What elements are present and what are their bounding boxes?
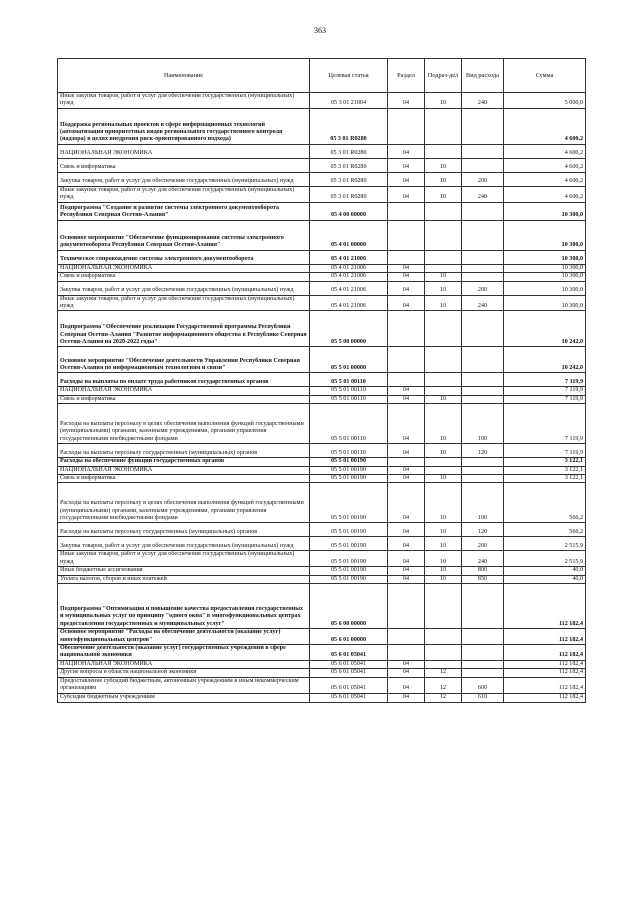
cell-target-article: 05 5 01 00110	[310, 395, 388, 403]
cell-subsection	[425, 373, 462, 387]
cell-name: Связь и информатика	[58, 395, 310, 403]
cell-name: Техническое сопровождение системы электронного документооборота	[58, 250, 310, 264]
header-expense-type: Вид расхода	[462, 59, 504, 93]
cell-section: 04	[388, 483, 425, 523]
cell-expense-type	[462, 347, 504, 373]
cell-target-article: 05 5 01 00190	[310, 551, 388, 567]
cell-sum: 7 119,9	[504, 444, 586, 458]
cell-name: Связь и информатика	[58, 158, 310, 172]
cell-name: Закупка товаров, работ и услуг для обеспечения государственных (муниципальных) нужд	[58, 172, 310, 186]
cell-name: НАЦИОНАЛЬНАЯ ЭКОНОМИКА	[58, 264, 310, 272]
cell-section: 04	[388, 395, 425, 403]
cell-expense-type: 100	[462, 404, 504, 444]
cell-subsection: 12	[425, 677, 462, 693]
cell-section	[388, 584, 425, 629]
cell-sum: 10 242,0	[504, 311, 586, 347]
table-row	[58, 202, 586, 220]
cell-section: 04	[388, 144, 425, 158]
cell-sum: 4 600,2	[504, 144, 586, 158]
cell-target-article: 05 3 01 R0280	[310, 172, 388, 186]
cell-subsection: 10	[425, 158, 462, 172]
cell-name: НАЦИОНАЛЬНАЯ ЭКОНОМИКА	[58, 466, 310, 474]
cell-expense-type	[462, 373, 504, 387]
cell-sum: 112 182,4	[504, 645, 586, 661]
cell-section: 04	[388, 677, 425, 693]
cell-expense-type: 240	[462, 186, 504, 202]
cell-subsection: 10	[425, 295, 462, 311]
cell-sum: 4 600,2	[504, 186, 586, 202]
cell-subsection: 12	[425, 693, 462, 702]
table-row	[58, 444, 586, 458]
cell-target-article: 05 5 01 00190	[310, 475, 388, 483]
cell-subsection	[425, 458, 462, 466]
header-target-article: Целевая статья	[310, 59, 388, 93]
cell-target-article: 05 4 01 21006	[310, 281, 388, 295]
cell-expense-type	[462, 273, 504, 281]
cell-subsection	[425, 584, 462, 629]
table-row	[58, 645, 586, 661]
cell-sum: 5 000,0	[504, 93, 586, 109]
cell-section: 04	[388, 281, 425, 295]
cell-sum: 112 182,4	[504, 669, 586, 677]
cell-expense-type: 200	[462, 537, 504, 551]
cell-section: 04	[388, 523, 425, 537]
table-row	[58, 347, 586, 373]
cell-subsection: 10	[425, 523, 462, 537]
table-row	[58, 264, 586, 272]
cell-subsection	[425, 144, 462, 158]
cell-sum: 3 122,1	[504, 475, 586, 483]
cell-target-article: 05 3 01 R0280	[310, 144, 388, 158]
cell-name: Поддержка региональных проектов в сфере информационных технологий (автоматизация приоритетных видов регионального государственного контроля (надзора) в целях внедрения риск-ориентированного подхода)	[58, 108, 310, 144]
cell-name: Другие вопросы в области национальной экономики	[58, 669, 310, 677]
cell-expense-type: 240	[462, 551, 504, 567]
cell-sum: 10 300,0	[504, 250, 586, 264]
cell-expense-type	[462, 144, 504, 158]
cell-name: Иные закупки товаров, работ и услуг для обеспечения государственных (муниципальных) нужд	[58, 93, 310, 109]
cell-expense-type: 120	[462, 444, 504, 458]
cell-sum: 10 300,0	[504, 281, 586, 295]
cell-expense-type	[462, 250, 504, 264]
cell-expense-type: 240	[462, 93, 504, 109]
cell-expense-type	[462, 466, 504, 474]
cell-name: Расходы на выплаты персоналу в целях обеспечения выполнения функций государственными (муниципальными) органами, казенными учреждениями, органами управления государственными внебюджетными фондами	[58, 404, 310, 444]
cell-target-article: 05 3 01 R0280	[310, 108, 388, 144]
cell-subsection: 10	[425, 395, 462, 403]
cell-target-article: 05 4 01 00000	[310, 220, 388, 250]
cell-section: 04	[388, 567, 425, 575]
cell-sum: 112 182,4	[504, 629, 586, 645]
cell-section: 04	[388, 273, 425, 281]
cell-target-article: 05 5 01 00000	[310, 347, 388, 373]
cell-target-article: 05 5 01 00190	[310, 537, 388, 551]
cell-section: 04	[388, 444, 425, 458]
cell-expense-type	[462, 264, 504, 272]
cell-sum: 4 600,2	[504, 158, 586, 172]
cell-expense-type	[462, 202, 504, 220]
cell-section: 04	[388, 575, 425, 583]
budget-table	[57, 58, 586, 703]
table-row	[58, 567, 586, 575]
cell-name: Иные закупки товаров, работ и услуг для обеспечения государственных (муниципальных) нужд	[58, 295, 310, 311]
cell-target-article: 05 3 01 R0280	[310, 158, 388, 172]
cell-subsection: 10	[425, 567, 462, 575]
cell-sum: 4 600,2	[504, 172, 586, 186]
cell-sum: 40,0	[504, 575, 586, 583]
cell-expense-type: 240	[462, 295, 504, 311]
cell-target-article: 05 5 01 00190	[310, 575, 388, 583]
cell-section	[388, 202, 425, 220]
cell-sum: 112 182,4	[504, 693, 586, 702]
cell-sum: 10 300,0	[504, 273, 586, 281]
cell-sum: 7 119,9	[504, 373, 586, 387]
cell-sum: 566,2	[504, 523, 586, 537]
table-row	[58, 660, 586, 668]
cell-subsection	[425, 660, 462, 668]
cell-expense-type: 200	[462, 172, 504, 186]
cell-expense-type: 120	[462, 523, 504, 537]
cell-sum: 566,2	[504, 483, 586, 523]
cell-section: 04	[388, 186, 425, 202]
cell-subsection: 10	[425, 444, 462, 458]
cell-subsection: 10	[425, 186, 462, 202]
cell-name: Уплата налогов, сборов и иных платежей	[58, 575, 310, 583]
cell-expense-type	[462, 458, 504, 466]
table-row	[58, 483, 586, 523]
cell-name: Основное мероприятие "Обеспечение функционирования системы электронного документооборота Республики Северная Осетия-Алания"	[58, 220, 310, 250]
cell-subsection	[425, 108, 462, 144]
cell-name: Подпрограмма "Обеспечение реализации Государственной программы Республики Северная Осетия-Алания "Развитие информационного общества в Республике Северная Осетия-Алания на 2020-2022 годы"	[58, 311, 310, 347]
cell-name: Закупка товаров, работ и услуг для обеспечения государственных (муниципальных) нужд	[58, 281, 310, 295]
cell-name: Связь и информатика	[58, 273, 310, 281]
cell-sum: 3 122,1	[504, 458, 586, 466]
cell-target-article: 05 3 01 21004	[310, 93, 388, 109]
cell-name: НАЦИОНАЛЬНАЯ ЭКОНОМИКА	[58, 660, 310, 668]
cell-sum: 2 515,9	[504, 537, 586, 551]
cell-sum: 2 515,9	[504, 551, 586, 567]
table-row	[58, 281, 586, 295]
table-row	[58, 575, 586, 583]
cell-section	[388, 458, 425, 466]
cell-section: 04	[388, 551, 425, 567]
cell-name: Расходы на выплаты персоналу государственных (муниципальных) органов	[58, 523, 310, 537]
cell-subsection: 10	[425, 551, 462, 567]
cell-expense-type	[462, 220, 504, 250]
cell-section: 04	[388, 466, 425, 474]
table-row	[58, 475, 586, 483]
cell-name: Расходы на выплаты персоналу в целях обеспечения выполнения функций государственными (муниципальными) органами, казенными учреждениями, органами управления государственными внебюджетными фондами	[58, 483, 310, 523]
table-row	[58, 108, 586, 144]
table-row	[58, 404, 586, 444]
cell-target-article: 05 5 01 00190	[310, 458, 388, 466]
cell-target-article: 05 5 01 00190	[310, 523, 388, 537]
cell-sum: 112 182,4	[504, 677, 586, 693]
header-subsection: Подраз-дел	[425, 59, 462, 93]
cell-target-article: 05 6 01 00000	[310, 629, 388, 645]
cell-section: 04	[388, 404, 425, 444]
cell-name: Расходы на обеспечение функций государственных органов	[58, 458, 310, 466]
cell-subsection	[425, 347, 462, 373]
cell-name: Основное мероприятие "Расходы на обеспечение деятельности (оказание услуг) многофункциональных центров"	[58, 629, 310, 645]
table-row	[58, 537, 586, 551]
cell-section: 04	[388, 669, 425, 677]
cell-expense-type: 600	[462, 677, 504, 693]
cell-name: Закупка товаров, работ и услуг для обеспечения государственных (муниципальных) нужд	[58, 537, 310, 551]
cell-section	[388, 645, 425, 661]
cell-name: Связь и информатика	[58, 475, 310, 483]
cell-name: НАЦИОНАЛЬНАЯ ЭКОНОМИКА	[58, 387, 310, 395]
table-row	[58, 693, 586, 702]
table-row	[58, 629, 586, 645]
cell-section	[388, 629, 425, 645]
cell-sum: 112 182,4	[504, 584, 586, 629]
cell-subsection: 10	[425, 93, 462, 109]
table-row	[58, 273, 586, 281]
cell-section: 04	[388, 158, 425, 172]
cell-section	[388, 108, 425, 144]
cell-target-article: 05 4 01 21006	[310, 273, 388, 281]
cell-section: 04	[388, 537, 425, 551]
cell-expense-type	[462, 387, 504, 395]
cell-target-article: 05 4 00 00000	[310, 202, 388, 220]
cell-target-article: 05 6 01 05041	[310, 669, 388, 677]
cell-name: Расходы на выплаты по оплате труда работников государственных органов	[58, 373, 310, 387]
table-row	[58, 584, 586, 629]
cell-target-article: 05 5 00 00000	[310, 311, 388, 347]
cell-target-article: 05 6 01 05041	[310, 645, 388, 661]
cell-target-article: 05 4 01 21006	[310, 264, 388, 272]
cell-target-article: 05 6 00 00000	[310, 584, 388, 629]
cell-subsection: 10	[425, 172, 462, 186]
cell-expense-type: 800	[462, 567, 504, 575]
cell-target-article: 05 5 01 00110	[310, 444, 388, 458]
cell-subsection: 10	[425, 281, 462, 295]
cell-section	[388, 373, 425, 387]
cell-subsection	[425, 387, 462, 395]
cell-name: Расходы на выплаты персоналу государственных (муниципальных) органов	[58, 444, 310, 458]
cell-subsection: 10	[425, 537, 462, 551]
cell-section: 04	[388, 93, 425, 109]
cell-expense-type	[462, 158, 504, 172]
cell-sum: 10 300,0	[504, 220, 586, 250]
cell-subsection: 10	[425, 575, 462, 583]
header-sum: Сумма	[504, 59, 586, 93]
table-header-row	[58, 59, 586, 93]
cell-expense-type	[462, 395, 504, 403]
cell-section: 04	[388, 295, 425, 311]
cell-section: 04	[388, 264, 425, 272]
cell-subsection	[425, 311, 462, 347]
cell-expense-type	[462, 645, 504, 661]
cell-section: 04	[388, 172, 425, 186]
table-row	[58, 295, 586, 311]
cell-section: 04	[388, 387, 425, 395]
cell-expense-type	[462, 669, 504, 677]
cell-subsection: 10	[425, 404, 462, 444]
header-name: Наименование	[58, 59, 310, 93]
cell-target-article: 05 5 01 00110	[310, 387, 388, 395]
cell-section	[388, 347, 425, 373]
cell-expense-type: 850	[462, 575, 504, 583]
cell-section	[388, 220, 425, 250]
cell-expense-type: 100	[462, 483, 504, 523]
cell-section	[388, 311, 425, 347]
table-row	[58, 458, 586, 466]
cell-sum: 7 119,9	[504, 404, 586, 444]
cell-name: Предоставление субсидий бюджетным, автономным учреждениям и иным некоммерческим организациям	[58, 677, 310, 693]
cell-target-article: 05 6 01 05041	[310, 693, 388, 702]
cell-name: Иные закупки товаров, работ и услуг для обеспечения государственных (муниципальных) нужд	[58, 551, 310, 567]
table-row	[58, 172, 586, 186]
table-row	[58, 250, 586, 264]
cell-expense-type	[462, 584, 504, 629]
cell-name: Субсидии бюджетным учреждениям	[58, 693, 310, 702]
table-row	[58, 158, 586, 172]
table-row	[58, 311, 586, 347]
cell-sum: 3 122,1	[504, 466, 586, 474]
cell-subsection	[425, 629, 462, 645]
cell-expense-type	[462, 475, 504, 483]
cell-target-article: 05 5 01 00190	[310, 567, 388, 575]
table-row	[58, 669, 586, 677]
cell-subsection	[425, 250, 462, 264]
page-number: 363	[314, 26, 326, 35]
cell-sum: 7 119,9	[504, 387, 586, 395]
cell-name: Иные закупки товаров, работ и услуг для обеспечения государственных (муниципальных) нужд	[58, 186, 310, 202]
cell-name: Обеспечение деятельности (оказание услуг) государственных учреждений в сфере национальной экономики	[58, 645, 310, 661]
cell-subsection: 10	[425, 475, 462, 483]
cell-section: 04	[388, 660, 425, 668]
cell-sum: 10 242,0	[504, 347, 586, 373]
cell-target-article: 05 5 01 00110	[310, 404, 388, 444]
cell-expense-type	[462, 629, 504, 645]
cell-subsection	[425, 202, 462, 220]
cell-name: Иные бюджетные ассигнования	[58, 567, 310, 575]
cell-subsection	[425, 645, 462, 661]
cell-subsection	[425, 466, 462, 474]
cell-sum: 4 600,2	[504, 108, 586, 144]
cell-expense-type	[462, 108, 504, 144]
cell-target-article: 05 5 01 00190	[310, 466, 388, 474]
cell-sum: 7 119,9	[504, 395, 586, 403]
header-section: Раздел	[388, 59, 425, 93]
cell-name: НАЦИОНАЛЬНАЯ ЭКОНОМИКА	[58, 144, 310, 158]
cell-expense-type	[462, 660, 504, 668]
cell-target-article: 05 5 01 00110	[310, 373, 388, 387]
cell-subsection: 12	[425, 669, 462, 677]
table-row	[58, 677, 586, 693]
cell-expense-type: 610	[462, 693, 504, 702]
table-row	[58, 144, 586, 158]
table-row	[58, 387, 586, 395]
cell-target-article: 05 3 01 R0280	[310, 186, 388, 202]
table-row	[58, 93, 586, 109]
cell-name: Основное мероприятие "Обеспечение деятельности Управления Республики Северная Осетия-Алания по информационным технологиям и связи"	[58, 347, 310, 373]
cell-sum: 40,0	[504, 567, 586, 575]
cell-sum: 10 300,0	[504, 295, 586, 311]
table-row	[58, 466, 586, 474]
cell-target-article: 05 6 01 05041	[310, 677, 388, 693]
cell-section: 04	[388, 475, 425, 483]
table-row	[58, 220, 586, 250]
cell-target-article: 05 4 01 21006	[310, 295, 388, 311]
table-row	[58, 373, 586, 387]
cell-name: Подпрограмма "Оптимизация и повышение качества предоставления государственных и муниципальных услуг по принципу "одного окна" в многофункциональных центрах предоставления государственных и муниципальных услуг"	[58, 584, 310, 629]
cell-section: 04	[388, 693, 425, 702]
cell-sum: 112 182,4	[504, 660, 586, 668]
cell-subsection	[425, 220, 462, 250]
cell-subsection	[425, 264, 462, 272]
cell-target-article: 05 6 01 05041	[310, 660, 388, 668]
cell-expense-type: 200	[462, 281, 504, 295]
cell-target-article: 05 4 01 21006	[310, 250, 388, 264]
cell-section	[388, 250, 425, 264]
cell-expense-type	[462, 311, 504, 347]
cell-sum: 10 300,0	[504, 264, 586, 272]
cell-subsection: 10	[425, 273, 462, 281]
cell-target-article: 05 5 01 00190	[310, 483, 388, 523]
cell-sum: 10 300,0	[504, 202, 586, 220]
cell-name: Подпрограмма "Создание и развитие системы электронного документооборота Республики Северная Осетия-Алания"	[58, 202, 310, 220]
table-row	[58, 523, 586, 537]
cell-subsection: 10	[425, 483, 462, 523]
table-row	[58, 186, 586, 202]
table-row	[58, 395, 586, 403]
table-row	[58, 551, 586, 567]
